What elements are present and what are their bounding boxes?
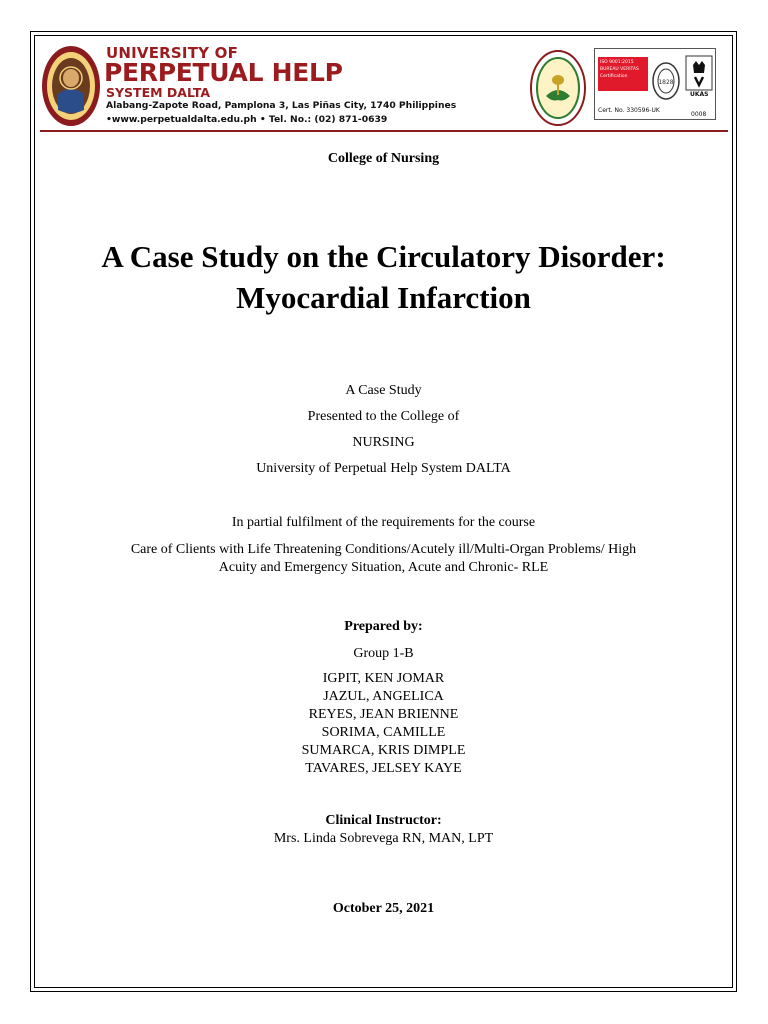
document-title-line1: A Case Study on the Circulatory Disorder: bbox=[101, 239, 666, 274]
requirements-line3: Acuity and Emergency Situation, Acute and Chronic- RLE bbox=[218, 560, 549, 575]
presentation-line4: University of Perpetual Help System DALTA bbox=[256, 461, 511, 476]
clinical-instructor-heading: Clinical Instructor: bbox=[325, 813, 442, 828]
document-date: October 25, 2021 bbox=[332, 901, 435, 916]
clinical-instructor-name: Mrs. Linda Sobrevega RN, MAN, LPT bbox=[273, 831, 494, 846]
ukas-code: 0008 bbox=[691, 111, 707, 118]
member-name: SORIMA, CAMILLE bbox=[321, 725, 446, 740]
document-title-line2: Myocardial Infarction bbox=[236, 280, 531, 315]
bureau-veritas-label: ISO 9001:2015 BUREAU VERITAS Certification bbox=[598, 57, 648, 91]
prepared-by-heading: Prepared by: bbox=[344, 619, 423, 634]
university-name-line2: PERPETUAL HELP bbox=[104, 58, 343, 87]
requirements-line1: In partial fulfilment of the requirements for the course bbox=[231, 515, 536, 530]
university-contact: •www.perpetualdalta.edu.ph • Tel. No.: (02) 871-0639 bbox=[106, 114, 388, 125]
requirements-line2: Care of Clients with Life Threatening Conditions/Acutely ill/Multi-Organ Problems/ High bbox=[130, 542, 637, 557]
svg-text:1828: 1828 bbox=[658, 79, 674, 86]
presentation-line3: NURSING bbox=[352, 435, 415, 450]
header-divider bbox=[40, 130, 728, 132]
presentation-line1: A Case Study bbox=[345, 383, 422, 398]
presentation-line2: Presented to the College of bbox=[307, 409, 460, 424]
member-name: TAVARES, JELSEY KAYE bbox=[305, 761, 462, 776]
college-name: College of Nursing bbox=[327, 151, 440, 166]
college-of-nursing-seal bbox=[530, 50, 586, 126]
letterhead bbox=[40, 40, 728, 132]
university-name-line1: UNIVERSITY OF bbox=[106, 44, 239, 62]
member-name: SUMARCA, KRIS DIMPLE bbox=[301, 743, 466, 758]
member-name: IGPIT, KEN JOMAR bbox=[322, 671, 445, 686]
iso-certification-badge bbox=[594, 48, 716, 120]
member-name: JAZUL, ANGELICA bbox=[323, 689, 444, 704]
ukas-label: UKAS bbox=[690, 91, 709, 98]
bureau-veritas-seal bbox=[651, 57, 681, 105]
university-name-line3: SYSTEM DALTA bbox=[106, 85, 211, 100]
university-address: Alabang-Zapote Road, Pamplona 3, Las Piñas City, 1740 Philippines bbox=[106, 100, 457, 111]
group-label: Group 1-B bbox=[353, 646, 414, 661]
certificate-number: Cert. No. 330596-UK bbox=[598, 107, 660, 114]
university-seal-logo bbox=[40, 44, 102, 128]
member-name: REYES, JEAN BRIENNE bbox=[308, 707, 459, 722]
